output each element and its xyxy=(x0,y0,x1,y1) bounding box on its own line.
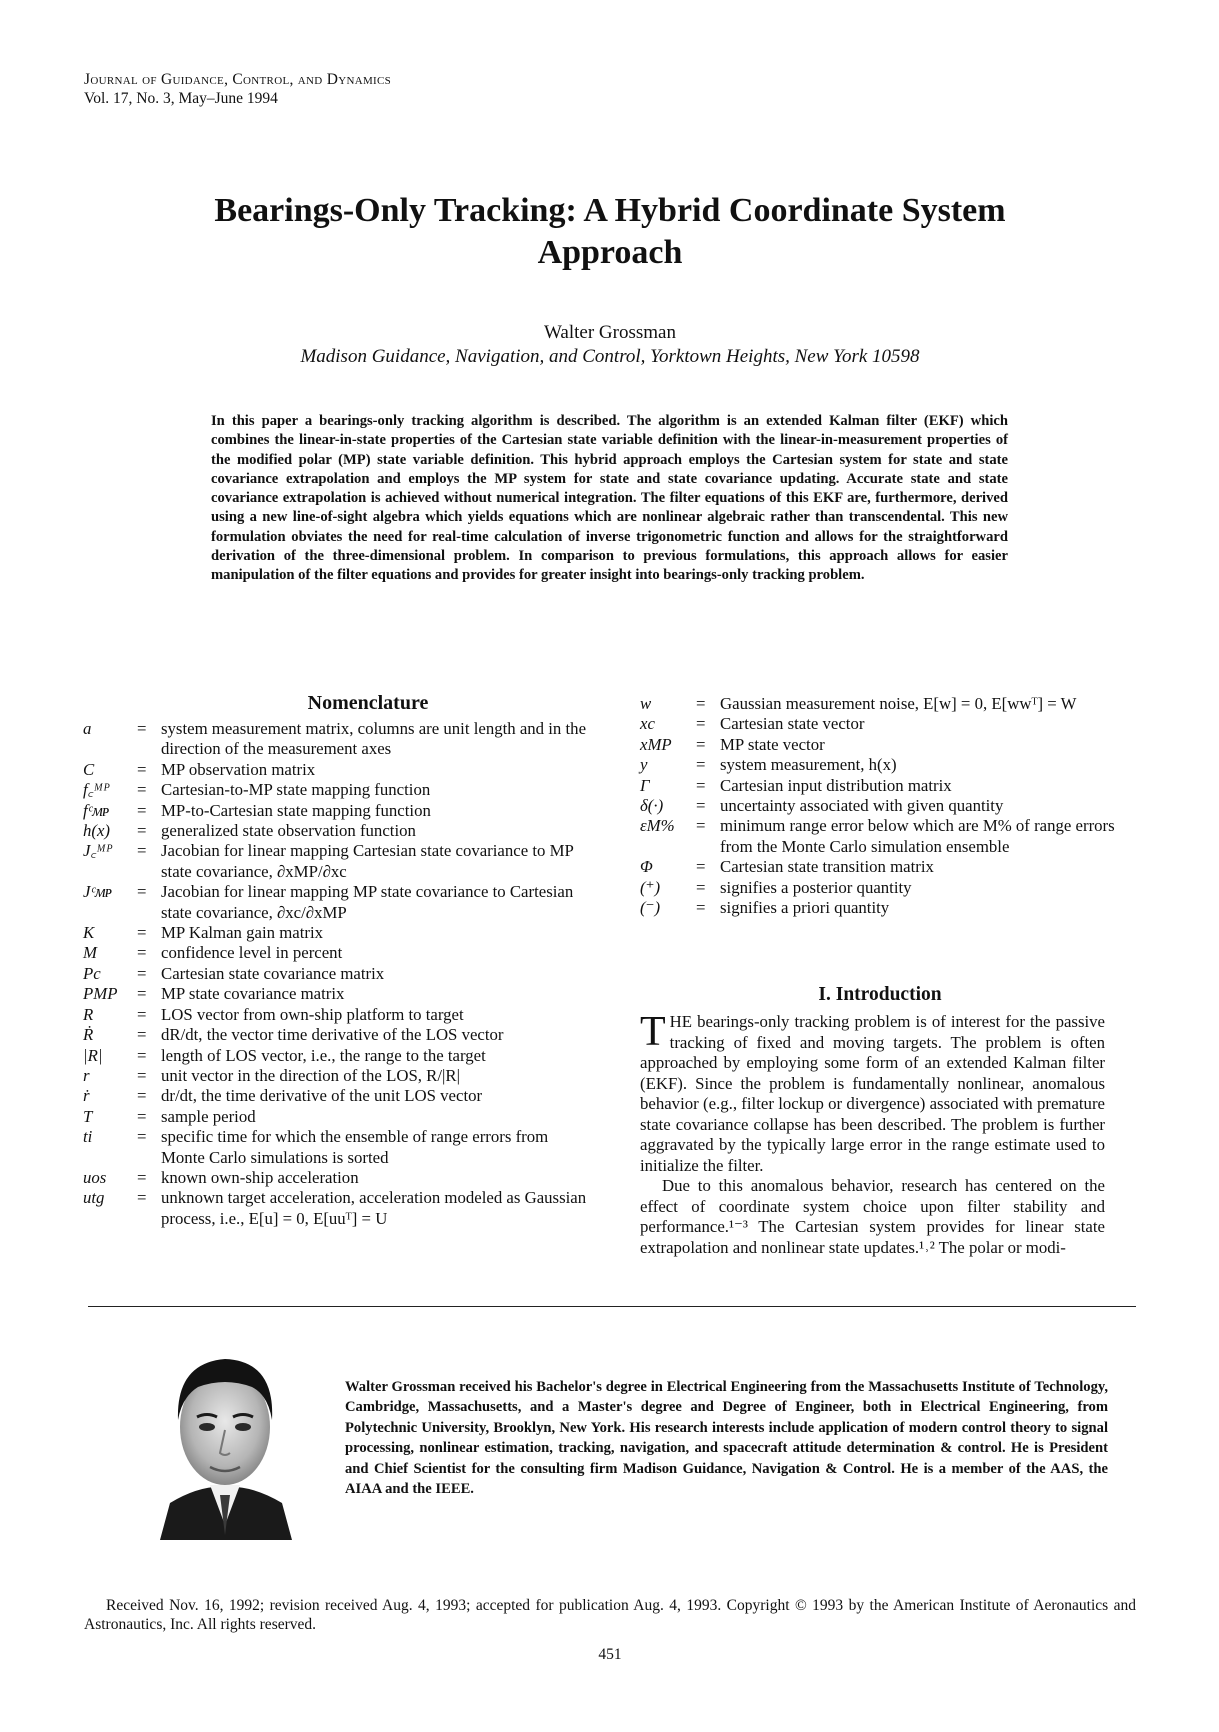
nomenclature-entry xyxy=(83,1107,593,1127)
nomenclature-entry xyxy=(640,796,1120,816)
equals-sign: = xyxy=(696,816,706,836)
author-biography: Walter Grossman received his Bachelor's degree in Electrical Engineering from the Massachusetts Institute of Technology, Cambridge, Massachusetts, and a Master's degree and Degree of Engineer, both in Electrical Engineering, from Polytechnic University, Brooklyn, New York. His research interests include application of modern control theory to signal processing, nonlinear estimation, tracking, navigation, and spacecraft attitude determination & control. He is President and Chief Scientist for the consulting firm Madison Guidance, Navigation & Control. He is a member of the AAS, the AIAA and the IEEE. xyxy=(345,1379,1108,1498)
nomenclature-symbol: δ(·) xyxy=(640,796,664,816)
nomenclature-symbol: T xyxy=(83,1106,93,1126)
nomenclature-symbol: Ṙ xyxy=(83,1025,94,1045)
equals-sign: = xyxy=(696,694,706,713)
journal-name: Journal of Guidance, Control, and Dynamics xyxy=(84,71,392,88)
nomenclature-definition: Gaussian measurement noise, E[w] = 0, E[wwᵀ] = W xyxy=(720,694,1077,713)
nomenclature-definition: MP-to-Cartesian state mapping function xyxy=(161,800,431,820)
equals-sign: = xyxy=(137,1065,147,1085)
nomenclature-symbol: J꜀ᴹᴾ xyxy=(83,841,113,861)
equals-sign: = xyxy=(137,882,147,902)
nomenclature-symbol: utg xyxy=(83,1188,105,1208)
nomenclature-entry xyxy=(83,841,593,882)
nomenclature-definition: length of LOS vector, i.e., the range to the target xyxy=(161,1045,486,1065)
nomenclature-definition: system measurement matrix, columns are unit length and in the direction of the measurement axes xyxy=(161,719,587,759)
nomenclature-entry xyxy=(83,1066,593,1086)
journal-volume: Vol. 17, No. 3, May–June 1994 xyxy=(84,90,278,107)
nomenclature-heading: Nomenclature xyxy=(307,692,429,714)
equals-sign: = xyxy=(137,841,147,861)
nomenclature-right-column xyxy=(640,694,1120,918)
nomenclature-symbol: a xyxy=(83,719,92,738)
nomenclature-symbol: xMP xyxy=(640,734,672,754)
drop-cap: T xyxy=(640,1009,666,1055)
nomenclature-symbol: C xyxy=(83,759,95,779)
equals-sign: = xyxy=(696,734,706,754)
nomenclature-definition: signifies a posterior quantity xyxy=(720,877,912,897)
equals-sign: = xyxy=(696,755,706,775)
nomenclature-entry xyxy=(640,878,1120,898)
nomenclature-definition: uncertainty associated with given quantity xyxy=(720,796,1004,816)
nomenclature-definition: dR/dt, the vector time derivative of the LOS vector xyxy=(161,1025,504,1045)
equals-sign: = xyxy=(137,943,147,963)
nomenclature-symbol: Jᶜᴍᴘ xyxy=(83,882,112,902)
introduction-body xyxy=(640,1009,1105,1258)
nomenclature-symbol: uos xyxy=(83,1167,107,1187)
equals-sign: = xyxy=(137,1045,147,1065)
nomenclature-definition: signifies a priori quantity xyxy=(720,898,890,918)
nomenclature-symbol: (⁺) xyxy=(640,877,661,897)
nomenclature-symbol: PMP xyxy=(83,984,118,1004)
nomenclature-definition: known own-ship acceleration xyxy=(161,1167,359,1187)
nomenclature-definition: MP state covariance matrix xyxy=(161,984,345,1004)
nomenclature-symbol: h(x) xyxy=(83,821,111,841)
paper-title: Bearings-Only Tracking: A Hybrid Coordinate System Approach xyxy=(214,192,1006,271)
nomenclature-definition: Jacobian for linear mapping Cartesian state covariance to MP state covariance, ∂xMP/∂xc xyxy=(161,841,574,881)
page-number: 451 xyxy=(598,1646,622,1663)
nomenclature-symbol: Γ xyxy=(640,775,650,795)
nomenclature-definition: MP state vector xyxy=(720,734,825,754)
equals-sign: = xyxy=(137,984,147,1004)
intro-paragraph: Due to this anomalous behavior, research has centered on the effect of coordinate system choice upon filter stability and performance.¹⁻³ The Cartesian system provides for linear state extrapolation and nonlinear state updates.¹˒² The polar or modi- xyxy=(640,1176,1105,1257)
equals-sign: = xyxy=(137,780,147,800)
nomenclature-symbol: K xyxy=(83,923,95,943)
nomenclature-definition: specific time for which the ensemble of range errors from Monte Carlo simulations is sorted xyxy=(161,1127,549,1167)
nomenclature-symbol: w xyxy=(640,694,652,713)
equals-sign: = xyxy=(137,821,147,841)
equals-sign: = xyxy=(696,796,706,816)
nomenclature-definition: MP observation matrix xyxy=(161,759,316,779)
nomenclature-symbol: xc xyxy=(640,714,655,734)
equals-sign: = xyxy=(696,714,706,734)
nomenclature-entry xyxy=(640,776,1120,796)
nomenclature-entry xyxy=(640,898,1120,918)
author-name: Walter Grossman xyxy=(544,322,676,343)
horizontal-rule xyxy=(88,1306,1136,1307)
section-heading: I. Introduction xyxy=(818,984,942,1005)
nomenclature-entry xyxy=(640,694,1120,714)
nomenclature-entry xyxy=(640,755,1120,775)
nomenclature-entry xyxy=(83,923,593,943)
nomenclature-symbol: Pc xyxy=(83,963,101,983)
nomenclature-symbol: y xyxy=(640,755,648,775)
nomenclature-entry xyxy=(83,1046,593,1066)
equals-sign: = xyxy=(696,775,706,795)
equals-sign: = xyxy=(137,1167,147,1187)
intro-text: HE bearings-only tracking problem is of interest for the passive tracking of fixed and moving targets. The problem is often approached by employing some form of an extended Kalman filter (EKF). Since the problem is fundamentally nonlinear, anomalous behavior (e.g., filter lockup or divergence) associated with premature state covariance collapse has been described. The problem is further aggravated by the typically large error in the range estimate used to initialize the filter. xyxy=(640,1012,1105,1175)
equals-sign: = xyxy=(137,1127,147,1147)
nomenclature-definition: system measurement, h(x) xyxy=(720,755,897,775)
nomenclature-definition: MP Kalman gain matrix xyxy=(161,923,324,943)
nomenclature-list xyxy=(640,694,1120,918)
nomenclature-entry xyxy=(83,1127,593,1168)
nomenclature-entry xyxy=(83,780,593,800)
nomenclature-entry xyxy=(83,1025,593,1045)
equals-sign: = xyxy=(696,898,706,918)
nomenclature-entry xyxy=(83,964,593,984)
nomenclature-definition: generalized state observation function xyxy=(161,821,416,841)
nomenclature-entry xyxy=(83,1168,593,1188)
author-affiliation: Madison Guidance, Navigation, and Control, Yorktown Heights, New York 10598 xyxy=(300,346,920,367)
nomenclature-entry xyxy=(83,760,593,780)
equals-sign: = xyxy=(137,1004,147,1024)
nomenclature-left-column xyxy=(83,692,593,1229)
nomenclature-symbol: f꜀ᴹᴾ xyxy=(83,780,110,800)
nomenclature-entry xyxy=(640,857,1120,877)
nomenclature-definition: Jacobian for linear mapping MP state covariance to Cartesian state covariance, ∂xc/∂xMP xyxy=(161,882,574,922)
equals-sign: = xyxy=(137,800,147,820)
nomenclature-entry xyxy=(83,1005,593,1025)
nomenclature-symbol: εM% xyxy=(640,816,675,836)
nomenclature-definition: LOS vector from own-ship platform to target xyxy=(161,1004,464,1024)
nomenclature-definition: sample period xyxy=(161,1106,256,1126)
equals-sign: = xyxy=(137,1106,147,1126)
nomenclature-entry xyxy=(83,1086,593,1106)
nomenclature-entry xyxy=(83,882,593,923)
nomenclature-definition: minimum range error below which are M% of range errors from the Monte Carlo simulation ensemble xyxy=(720,816,1115,856)
nomenclature-entry xyxy=(83,984,593,1004)
nomenclature-symbol: Φ xyxy=(640,857,653,877)
nomenclature-symbol: ṙ xyxy=(83,1086,90,1106)
equals-sign: = xyxy=(137,963,147,983)
abstract: In this paper a bearings-only tracking algorithm is described. The algorithm is an extended Kalman filter (EKF) which combines the linear-in-state properties of the Cartesian state variable definition with the linear-in-measurement properties of the modified polar (MP) state variable definition. This hybrid approach employs the Cartesian system for state and state covariance extrapolation and employs the MP system for state and state covariance updating. Accurate state and state covariance extrapolation is achieved without numerical integration. The filter equations of this EKF are, furthermore, derived using a new line-of-sight algebra which yields equations which are nonlinear algebraic rather than transcendental. This new formulation obviates the need for real-time calculation of inverse trigonometric function and allows for the straightforward derivation of the three-dimensional problem. In comparison to previous formulations, this approach allows for easier manipulation of the filter equations and provides for greater insight into bearings-only tracking problem. xyxy=(211,413,1008,584)
nomenclature-definition: unit vector in the direction of the LOS, R/|R| xyxy=(161,1065,460,1085)
nomenclature-symbol: M xyxy=(83,943,97,963)
nomenclature-entry xyxy=(83,1188,593,1229)
equals-sign: = xyxy=(696,857,706,877)
equals-sign: = xyxy=(137,759,147,779)
nomenclature-definition: unknown target acceleration, acceleration modeled as Gaussian process, i.e., E[u] = 0, E[uuᵀ] = U xyxy=(161,1188,587,1228)
nomenclature-definition: dr/dt, the time derivative of the unit LOS vector xyxy=(161,1086,483,1106)
nomenclature-symbol: (⁻) xyxy=(640,898,661,918)
nomenclature-definition: confidence level in percent xyxy=(161,943,343,963)
equals-sign: = xyxy=(137,923,147,943)
equals-sign: = xyxy=(137,1025,147,1045)
nomenclature-definition: Cartesian state covariance matrix xyxy=(161,963,385,983)
received-footnote: Received Nov. 16, 1992; revision received Aug. 4, 1993; accepted for publication Aug. 4, 1993. Copyright © 1993 by the American Institute of Aeronautics and Astronautics, Inc. All rights reserved. xyxy=(84,1597,1136,1633)
nomenclature-entry xyxy=(83,943,593,963)
equals-sign: = xyxy=(137,719,147,738)
nomenclature-entry xyxy=(640,816,1120,857)
intro-paragraph xyxy=(640,1009,1105,1176)
equals-sign: = xyxy=(137,1086,147,1106)
nomenclature-symbol: fᶜᴍᴘ xyxy=(83,800,109,820)
nomenclature-list xyxy=(83,719,593,1229)
nomenclature-symbol: ti xyxy=(83,1127,93,1147)
nomenclature-entry xyxy=(83,821,593,841)
author-photo xyxy=(140,1335,310,1540)
nomenclature-entry xyxy=(83,801,593,821)
journal-header xyxy=(84,70,391,108)
nomenclature-definition: Cartesian state vector xyxy=(720,714,865,734)
nomenclature-definition: Cartesian state transition matrix xyxy=(720,857,934,877)
nomenclature-symbol: r xyxy=(83,1065,90,1085)
nomenclature-definition: Cartesian input distribution matrix xyxy=(720,775,952,795)
nomenclature-entry xyxy=(640,735,1120,755)
nomenclature-symbol: |R| xyxy=(83,1045,103,1065)
nomenclature-symbol: R xyxy=(83,1004,94,1024)
nomenclature-entry xyxy=(83,719,593,760)
nomenclature-definition: Cartesian-to-MP state mapping function xyxy=(161,780,431,800)
equals-sign: = xyxy=(696,877,706,897)
equals-sign: = xyxy=(137,1188,147,1208)
nomenclature-entry xyxy=(640,714,1120,734)
